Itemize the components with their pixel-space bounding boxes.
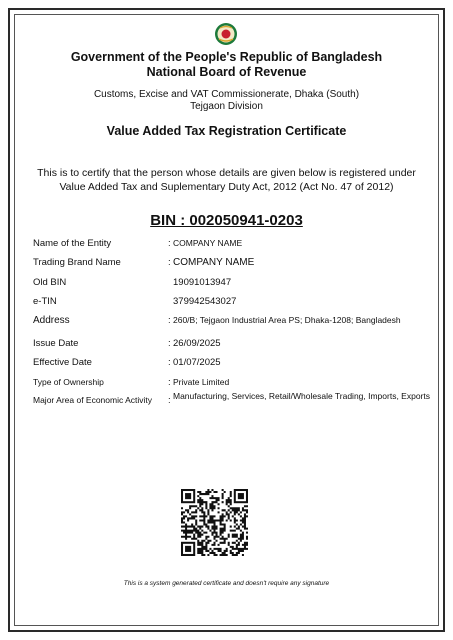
detail-label: Address xyxy=(33,315,70,326)
detail-label: e-TIN xyxy=(33,296,57,307)
detail-value: 01/07/2025 xyxy=(173,357,221,368)
government-title: Government of the People's Republic of Bangladesh xyxy=(70,50,383,64)
detail-label: Effective Date xyxy=(33,357,92,368)
detail-label: Major Area of Economic Activity xyxy=(33,395,153,405)
bin-number: BIN : 002050941-0203 xyxy=(150,212,303,229)
detail-label: Trading Brand Name xyxy=(33,257,121,268)
detail-colon: : xyxy=(168,257,171,268)
qr-code-icon xyxy=(181,489,248,556)
detail-colon: : xyxy=(168,315,171,326)
detail-value: 19091013947 xyxy=(173,277,232,288)
detail-value: COMPANY NAME xyxy=(173,257,255,268)
detail-label: Old BIN xyxy=(33,277,67,288)
bangladesh-government-emblem-icon xyxy=(214,22,238,46)
system-generated-note: This is a system generated certificate and doesn't require any signature xyxy=(123,580,330,587)
detail-value: Manufacturing, Services, Retail/Wholesale Trading, Imports, Exports xyxy=(173,391,430,401)
detail-colon: : xyxy=(168,357,171,368)
detail-value: 260/B; Tejgaon Industrial Area PS; Dhaka-1208; Bangladesh xyxy=(173,315,401,325)
detail-value: COMPANY NAME xyxy=(173,238,243,248)
division-name: Tejgaon Division xyxy=(190,101,263,112)
certify-statement-line-2: Value Added Tax and Suplementary Duty Act, 2012 (Act No. 47 of 2012) xyxy=(59,181,394,193)
board-title: National Board of Revenue xyxy=(146,65,307,79)
detail-label: Issue Date xyxy=(33,338,79,349)
detail-colon: : xyxy=(168,377,171,388)
detail-colon: : xyxy=(168,238,171,249)
detail-value: 379942543027 xyxy=(173,296,237,307)
detail-label: Name of the Entity xyxy=(33,238,112,249)
detail-value: 26/09/2025 xyxy=(173,338,221,349)
detail-value: Private Limited xyxy=(173,377,230,387)
detail-colon: : xyxy=(168,338,171,349)
certificate-title: Value Added Tax Registration Certificate xyxy=(106,124,347,138)
detail-label: Type of Ownership xyxy=(33,377,104,387)
commissionerate-name: Customs, Excise and VAT Commissionerate, Dhaka (South) xyxy=(93,89,360,100)
certify-statement-line-1: This is to certify that the person whose details are given below is registered under xyxy=(37,167,416,179)
detail-colon: : xyxy=(168,395,171,406)
